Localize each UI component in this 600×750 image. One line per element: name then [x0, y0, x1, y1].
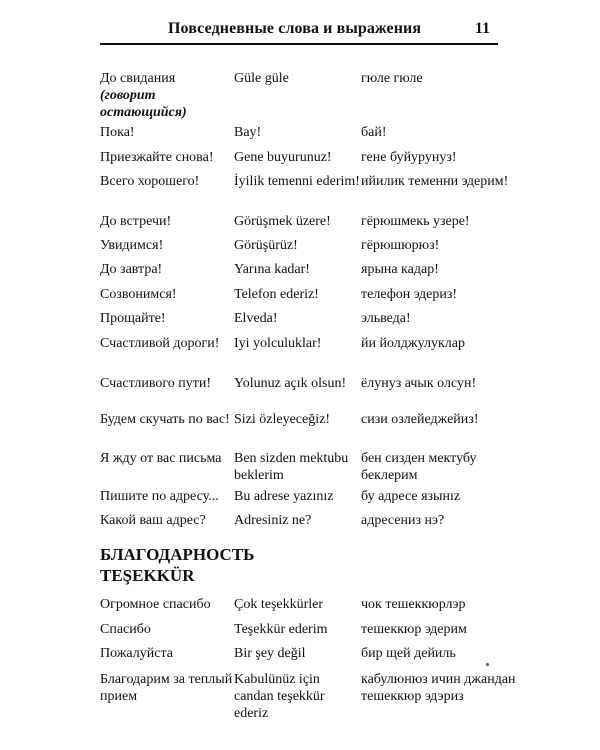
- russian-phrase: Пока!: [100, 125, 135, 140]
- russian-phrase: До встречи!: [100, 214, 172, 229]
- russian-phrase: Созвонимся!: [100, 287, 177, 302]
- phrase-row: [100, 621, 520, 645]
- turkish-phrase: Güle güle: [234, 71, 289, 86]
- russian-phrase: Спасибо: [100, 622, 151, 637]
- turkish-phrase: Bu adrese yazınız: [234, 489, 334, 504]
- pronunciation: бу адресе язынız: [361, 489, 461, 504]
- turkish-phrase: Görüşürüz!: [234, 238, 298, 253]
- russian-text: До свидания: [100, 71, 176, 86]
- phrase-row: [100, 335, 520, 375]
- phrase-row: [100, 124, 520, 149]
- phrase-row: [100, 596, 520, 621]
- turkish-phrase: Bir şey değil: [234, 646, 306, 661]
- turkish-phrase: Ben sizden mektubu beklerim: [234, 451, 349, 483]
- phrase-row: [100, 310, 520, 335]
- pronunciation: адресениз нэ?: [361, 513, 445, 528]
- turkish-phrase: Teşekkür ederim: [234, 622, 328, 637]
- turkish-phrase: İyilik temenni ederim!: [234, 174, 360, 189]
- pronunciation: кабулюнюз ичин джандан тешеккюр эдэриз: [361, 672, 516, 704]
- turkish-phrase: Yarına kadar!: [234, 262, 310, 277]
- pronunciation: чок тешеккюрлэр: [361, 597, 466, 612]
- russian-phrase: Я жду от вас письма: [100, 451, 222, 466]
- pronunciation: йи йолджулуклар: [361, 336, 465, 351]
- section-title-turkish: TEŞEKKÜR: [100, 566, 195, 585]
- pronunciation: телефон эдериз!: [361, 287, 458, 302]
- russian-phrase: Счастливой дороги!: [100, 336, 220, 351]
- phrase-row: [100, 149, 520, 173]
- russian-phrase: Пожалуйста: [100, 646, 173, 661]
- pronunciation: гёрюшмекь узере!: [361, 214, 470, 229]
- russian-phrase: Прощайте!: [100, 311, 166, 326]
- russian-phrase: Счастливого пути!: [100, 376, 212, 391]
- turkish-phrase: Iyi yolculuklar!: [234, 336, 322, 351]
- usage-note: (говорит остающийся): [100, 88, 187, 120]
- section-heading: [100, 544, 254, 586]
- header-divider: [100, 43, 498, 45]
- phrase-row: [100, 645, 520, 671]
- phrase-row: [100, 450, 520, 488]
- russian-phrase: До завтра!: [100, 262, 163, 277]
- turkish-phrase: Çok teşekkürler: [234, 597, 324, 612]
- phrase-row: [100, 488, 520, 512]
- pronunciation: гене буйурунуз!: [361, 150, 457, 165]
- pronunciation: ийилик теменни эдерим!: [361, 174, 509, 189]
- pronunciation: бир щей дейиль: [361, 646, 456, 661]
- turkish-phrase: Sizi özleyeceğiz!: [234, 412, 331, 427]
- page-title: Повседневные слова и выражения: [168, 20, 422, 37]
- pronunciation: ёлунуз ачык олсун!: [361, 376, 477, 391]
- russian-phrase: Огромное спасибо: [100, 597, 211, 612]
- turkish-phrase: Bay!: [234, 125, 262, 140]
- pronunciation: гёрюшюрюз!: [361, 238, 440, 253]
- pronunciation: бен сизден мектубу беклерим: [361, 451, 477, 483]
- turkish-phrase: Görüşmek üzere!: [234, 214, 331, 229]
- russian-phrase: [100, 70, 234, 121]
- russian-phrase: Пишите по адресу...: [100, 489, 219, 504]
- phrase-row: [100, 173, 520, 213]
- phrase-row: [100, 237, 520, 261]
- pronunciation: сизи озлейеджейиз!: [361, 412, 479, 427]
- phrase-row: [100, 671, 520, 727]
- thanks-phrase-table: [100, 596, 520, 727]
- phrase-row: [100, 213, 520, 237]
- turkish-phrase: Elveda!: [234, 311, 278, 326]
- turkish-phrase: Telefon ederiz!: [234, 287, 319, 302]
- phrase-row: [100, 70, 520, 124]
- section-title-russian: БЛАГОДАРНОСТЬ: [100, 545, 255, 564]
- pronunciation: бай!: [361, 125, 387, 140]
- turkish-phrase: Kabulünüz için candan teşekkür ederiz: [234, 672, 325, 721]
- phrase-row: [100, 286, 520, 310]
- pronunciation: ярына кадар!: [361, 262, 439, 277]
- russian-phrase: Увидимся!: [100, 238, 164, 253]
- phrase-table: [100, 70, 520, 536]
- turkish-phrase: Gene buyurunuz!: [234, 150, 332, 165]
- phrase-row: [100, 261, 520, 286]
- print-speck: [486, 663, 489, 666]
- russian-phrase: Приезжайте снова!: [100, 150, 214, 165]
- pronunciation: эльведа!: [361, 311, 411, 326]
- pronunciation: тешеккюр эдерим: [361, 622, 467, 637]
- russian-phrase: Благодарим за теплый прием: [100, 672, 233, 704]
- pronunciation: гюле гюле: [361, 71, 423, 86]
- turkish-phrase: Yolunuz açık olsun!: [234, 376, 347, 391]
- page-header: [100, 18, 498, 42]
- turkish-phrase: Adresiniz ne?: [234, 513, 312, 528]
- phrase-row: [100, 411, 520, 450]
- russian-phrase: Какой ваш адрес?: [100, 513, 206, 528]
- page-number: 11: [474, 20, 490, 37]
- russian-phrase: Будем скучать по вас!: [100, 412, 230, 427]
- russian-phrase: Всего хорошего!: [100, 174, 200, 189]
- phrase-row: [100, 375, 520, 411]
- phrase-row: [100, 512, 520, 536]
